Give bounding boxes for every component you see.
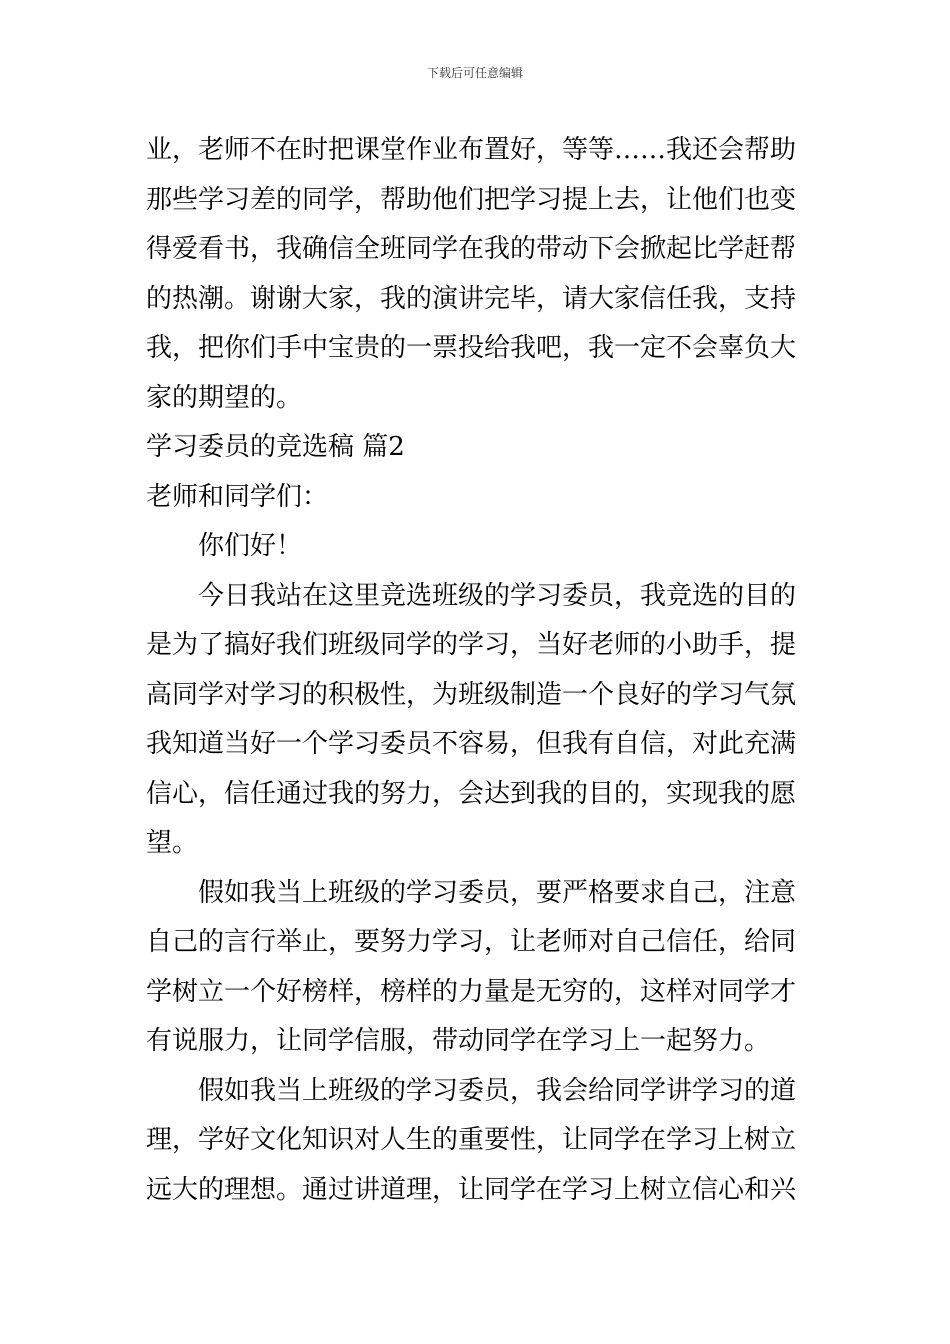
paragraph-first-line: 假如我当上班级的学习委员，要严格要求自己，注意 [198, 877, 797, 908]
salutation: 老师和同学们： [146, 481, 329, 512]
text-line: 高同学对学习的积极性，为班级制造一个良好的学习气氛 [146, 679, 797, 710]
text-line: 学树立一个好榜样，榜样的力量是无穷的，这样对同学才 [146, 976, 797, 1007]
section-heading: 学习委员的竞选稿 篇2 [146, 432, 405, 462]
text-line: 家的期望的。 [146, 382, 303, 413]
text-line: 业，老师不在时把课堂作业布置好，等等……我还会帮助 [146, 135, 797, 165]
paragraph-first-line: 今日我站在这里竞选班级的学习委员，我竞选的目的 [198, 580, 797, 611]
paragraph-first-line: 假如我当上班级的学习委员，我会给同学讲学习的道 [198, 1075, 797, 1106]
text-line: 的热潮。谢谢大家，我的演讲完毕，请大家信任我，支持 [146, 283, 797, 314]
page-header: 下载后可任意编辑 [426, 66, 523, 80]
document-body [146, 126, 808, 1215]
text-line: 望。 [146, 828, 199, 858]
greeting: 你们好！ [198, 531, 303, 561]
text-line: 我知道当好一个学习委员不容易，但我有自信，对此充满 [146, 729, 797, 759]
text-line: 那些学习差的同学，帮助他们把学习提上去，让他们也变 [146, 184, 797, 215]
text-line: 自己的言行举止，要努力学习，让老师对自己信任，给同 [146, 927, 797, 957]
text-line: 理，学好文化知识对人生的重要性，让同学在学习上树立 [146, 1125, 797, 1155]
text-line: 信心，信任通过我的努力，会达到我的目的，实现我的愿 [146, 778, 797, 809]
text-line: 得爱看书，我确信全班同学在我的带动下会掀起比学赶帮 [146, 234, 797, 264]
text-line: 远大的理想。通过讲道理，让同学在学习上树立信心和兴 [146, 1174, 797, 1205]
text-line: 我，把你们手中宝贵的一票投给我吧，我一定不会辜负大 [146, 333, 797, 363]
text-line: 是为了搞好我们班级同学的学习，当好老师的小助手，提 [146, 630, 797, 660]
text-line: 有说服力，让同学信服，带动同学在学习上一起努力。 [146, 1026, 771, 1056]
